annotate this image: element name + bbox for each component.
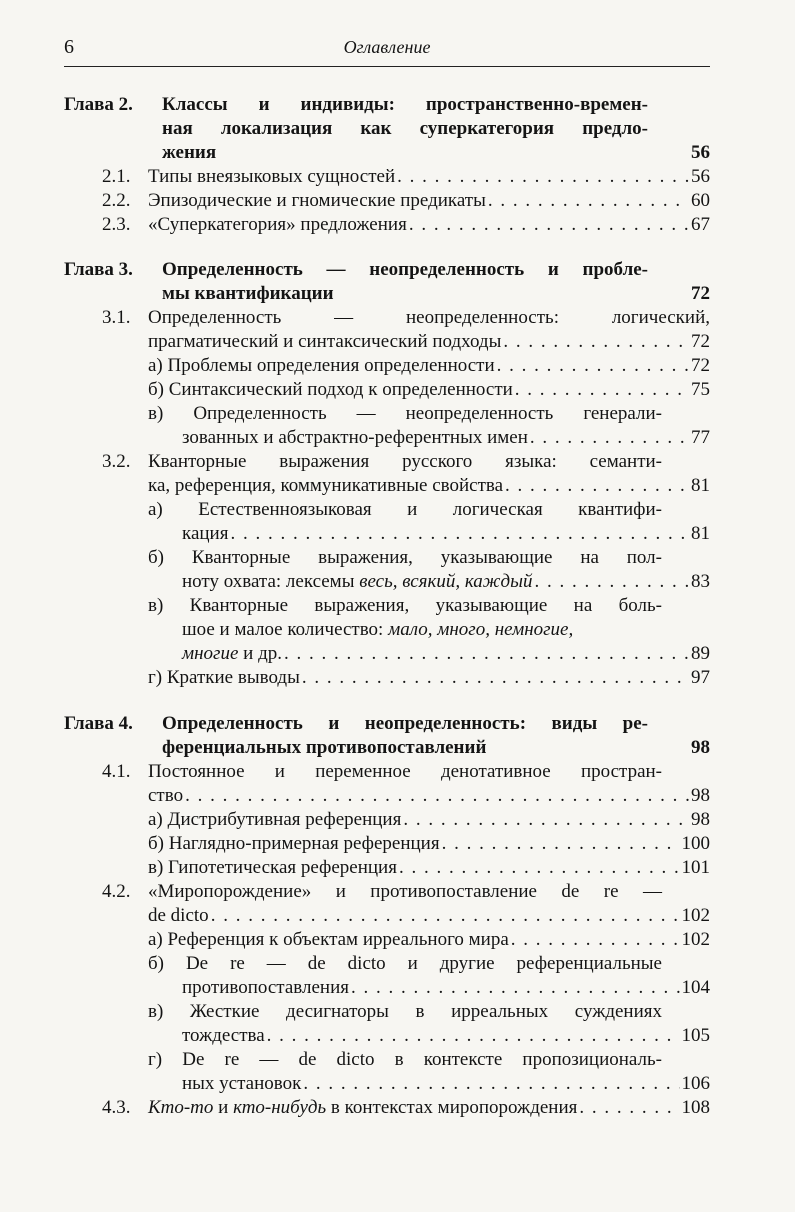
subsection-page: 102 [681, 929, 710, 950]
toc-entry-line [148, 354, 710, 378]
dot-leader [267, 1024, 680, 1048]
subsection-title-line [182, 642, 282, 666]
subsection-page: 105 [681, 1025, 710, 1046]
section-page: 60 [691, 190, 710, 211]
chapter-page: 72 [691, 283, 710, 304]
section-number: 4.2. [102, 881, 131, 902]
subsection-title: г) Краткие выводы [148, 667, 300, 688]
section-page: 56 [691, 166, 710, 187]
dot-leader [534, 570, 689, 594]
subsection-page: 101 [681, 857, 710, 878]
chapter-title-line: жения [162, 142, 217, 163]
subsection-title: б) Синтаксический подход к определенности [148, 379, 513, 400]
dot-leader [403, 808, 689, 832]
subsection-title-line: а) Естественноязыковая и логическая квантифи- [148, 499, 662, 520]
section-page: 72 [691, 331, 710, 352]
section-title: Эпизодические и гномические предикаты [148, 190, 486, 211]
section-text: в контекстах миропорождения [326, 1097, 578, 1118]
subsection-italic-text: мало, много, немногие, [388, 619, 574, 640]
toc-entry-line [182, 522, 710, 546]
chapter-label: Глава 3. [64, 259, 133, 280]
toc-entry-line [148, 666, 710, 690]
subsection-title: в) Гипотетическая референция [148, 857, 397, 878]
chapter-title-line: Классы и индивиды: пространственно-времен- [162, 94, 648, 115]
toc-entry-line [182, 642, 710, 666]
chapter-title-line: ная локализация как суперкатегория предло- [162, 118, 648, 139]
dot-leader [303, 1072, 679, 1096]
subsection-page: 81 [691, 523, 710, 544]
subsection-title-line: кация [182, 523, 229, 544]
dot-leader [503, 330, 689, 354]
subsection-title: а) Референция к объектам ирреального мира [148, 929, 509, 950]
subsection-title-line: в) Жесткие десигнаторы в ирреальных суждениях [148, 1001, 662, 1022]
dot-leader [284, 642, 689, 666]
subsection-page: 106 [681, 1073, 710, 1094]
subsection-page: 97 [691, 667, 710, 688]
section-text: и [213, 1097, 234, 1118]
subsection-title-line: зованных и абстрактно-референтных имен [182, 427, 528, 448]
subsection-page: 89 [691, 643, 710, 664]
dot-leader [302, 666, 689, 690]
subsection-page: 100 [681, 833, 710, 854]
section-title-line: de dicto [148, 905, 209, 926]
toc-entry-line [148, 213, 710, 237]
dot-leader [505, 474, 689, 498]
section-title: «Суперкатегория» предложения [148, 214, 407, 235]
dot-leader [515, 378, 689, 402]
toc-entry-line [182, 426, 710, 450]
subsection-title-line: противопоставления [182, 977, 349, 998]
section-title: Типы внеязыковых сущностей [148, 166, 396, 187]
chapter-title-line: Определенность — неопределенность и пробле- [162, 259, 648, 280]
section-number: 3.1. [102, 307, 131, 328]
subsection-page: 72 [691, 355, 710, 376]
section-title-line: прагматический и синтаксический подходы [148, 331, 502, 352]
dot-leader [399, 856, 680, 880]
subsection-text: ноту охвата: лексемы [182, 571, 360, 592]
page-number: 6 [64, 36, 74, 58]
dot-leader [397, 165, 689, 189]
section-number: 2.3. [102, 214, 131, 235]
subsection-title-line: тождества [182, 1025, 265, 1046]
subsection-title-line: г) De re — de dicto в контексте пропозициональ- [148, 1049, 662, 1070]
dot-leader [185, 784, 689, 808]
dot-leader [230, 522, 689, 546]
toc-entry-line [148, 856, 710, 880]
subsection-title-line: в) Кванторные выражения, указывающие на боль- [148, 595, 662, 616]
dot-leader [351, 976, 680, 1000]
toc-entry-line [182, 1072, 710, 1096]
section-italic-text: Кто-то [148, 1097, 214, 1118]
toc-entry-line [148, 330, 710, 354]
subsection-title: б) Наглядно-примерная референция [148, 833, 440, 854]
subsection-page: 98 [691, 809, 710, 830]
toc-entry-line [148, 832, 710, 856]
toc-entry-line [148, 784, 710, 808]
section-number: 4.3. [102, 1097, 131, 1118]
section-title-line: ка, референция, коммуникативные свойства [148, 475, 504, 496]
subsection-text: шое и малое количество: [182, 619, 389, 640]
chapter-title-line: мы квантификации [162, 283, 334, 304]
toc-entry-line [148, 928, 710, 952]
subsection-title: а) Проблемы определения определенности [148, 355, 495, 376]
section-title-line: Кванторные выражения русского языка: семанти- [148, 451, 662, 472]
subsection-text: и др. [238, 643, 282, 664]
toc-entry-line [148, 165, 710, 189]
chapter-label: Глава 2. [64, 94, 133, 115]
toc-entry-line [182, 976, 710, 1000]
toc-entry-line [148, 378, 710, 402]
subsection-title-line [182, 570, 532, 594]
section-page: 98 [691, 785, 710, 806]
subsection-italic-text: весь, всякий, каждый [359, 571, 533, 592]
toc-entry-line [148, 1096, 710, 1120]
section-title-line: Постоянное и переменное денотативное простран- [148, 761, 662, 782]
subsection-italic-text: многие [182, 643, 239, 664]
section-title-line: «Миропорождение» и противопоставление de re — [148, 881, 662, 902]
section-title-line: Определенность — неопределенность: логический, [148, 307, 710, 328]
section-title-line: ство [148, 785, 184, 806]
subsection-page: 104 [681, 977, 710, 998]
dot-leader [511, 928, 680, 952]
section-number: 2.1. [102, 166, 131, 187]
section-title [148, 1096, 577, 1120]
subsection-page: 83 [691, 571, 710, 592]
toc-entry-line [148, 474, 710, 498]
chapter-label: Глава 4. [64, 713, 133, 734]
subsection-page: 77 [691, 427, 710, 448]
section-number: 3.2. [102, 451, 131, 472]
subsection-title-line: б) Кванторные выражения, указывающие на пол- [148, 547, 662, 568]
chapter-page: 56 [691, 142, 710, 163]
subsection-title: а) Дистрибутивная референция [148, 809, 402, 830]
running-header [64, 36, 710, 62]
section-page: 102 [681, 905, 710, 926]
header-rule [64, 66, 710, 67]
dot-leader [211, 904, 680, 928]
subsection-page: 75 [691, 379, 710, 400]
toc-entry-line [182, 1024, 710, 1048]
running-title: Оглавление [343, 37, 431, 57]
dot-leader [530, 426, 689, 450]
section-number: 2.2. [102, 190, 131, 211]
section-italic-text: кто-нибудь [233, 1097, 327, 1118]
dot-leader [579, 1096, 679, 1120]
section-page: 67 [691, 214, 710, 235]
chapter-title-line: Определенность и неопределенность: виды ре- [162, 713, 648, 734]
section-page: 108 [681, 1097, 710, 1118]
dot-leader [488, 189, 689, 213]
toc-entry-line [148, 904, 710, 928]
toc-entry-line [148, 189, 710, 213]
subsection-title-line: б) De re — de dicto и другие референциальные [148, 953, 662, 974]
subsection-title-line [182, 618, 662, 642]
chapter-page: 98 [691, 737, 710, 758]
dot-leader [497, 354, 689, 378]
toc-entry-line [182, 570, 710, 594]
chapter-title-line: ференциальных противопоставлений [162, 737, 487, 758]
toc-entry-line [148, 808, 710, 832]
subsection-title-line: в) Определенность — неопределенность генерали- [148, 403, 662, 424]
subsection-title-line: ных установок [182, 1073, 302, 1094]
dot-leader [409, 213, 689, 237]
dot-leader [442, 832, 680, 856]
section-number: 4.1. [102, 761, 131, 782]
section-page: 81 [691, 475, 710, 496]
